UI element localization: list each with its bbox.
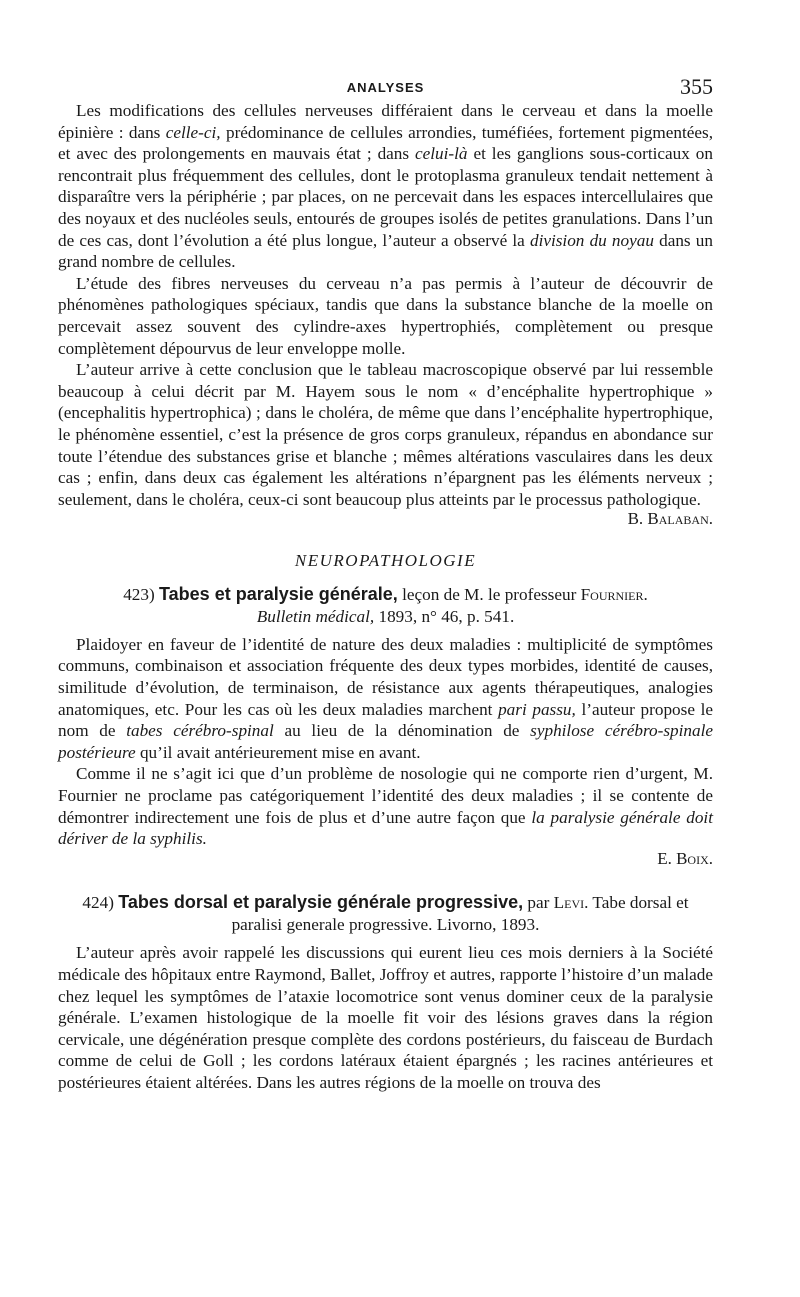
paragraph-cell-modifications: Les modifications des cellules nerveuses différaient dans le cerveau et dans la moelle épinière : dans celle-ci, prédominance de cellules arrondies, tuméfiées, fortement pigmentées, et avec des prolongements en mauvais état ; dans celui-là et les ganglions sous-corticaux on rencontrait plus fréquemment des cellules, dont le protoplasma granuleux tendait nettement à disparaître vers la périphérie ; par places, on ne percevait dans les espaces intercellulaires que des noyaux et des nucléoles seuls, entourés de groupes isolés de petites granulations. Dans l’un de ces cas, dont l’évolution a été plus longue, l’auteur a observé la division du noyau dans un grand nombre de cellules. bbox=[58, 101, 713, 272]
paragraph-nerve-fibres: L’étude des fibres nerveuses du cerveau n’a pas permis à l’auteur de découvrir de phénomènes pathologiques spéciaux, tandis que dans la substance blanche de la moelle on percevait assez souvent des cylindre-axes hypertrophiés, complètement ou presque complètement dépourvus de leur enveloppe molle. bbox=[58, 273, 713, 358]
article-424-author: Levi. bbox=[553, 893, 589, 913]
running-head bbox=[58, 72, 713, 100]
article-423-paragraph-1: Plaidoyer en faveur de l’identité de nature des deux maladies : multiplicité de symptômes communs, combinaison et association fréquente des deux types morbides, identité de causes, similitude d’évolution, de terminaison, de résistance aux agents thérapeutiques, analogies anatomiques, etc. Pour les cas où les deux maladies marchent pari passu, l’auteur propose le nom de tabes cérébro-spinal au lieu de la dénomination de syphilose cérébro-spinale postérieure qu’il avait antérieurement mise en avant. bbox=[58, 634, 714, 762]
article-423-paragraph-2: Comme il ne s’agit ici que d’un problème de nosologie qui ne comporte rien d’urgent, M. Fournier ne proclame pas catégoriquement l’identité des deux maladies ; il se contente de démontrer indirectement une fois de plus et d’une autre façon que la paralysie générale doit dériver de la syphilis. bbox=[58, 764, 713, 849]
page-number: 355 bbox=[680, 74, 713, 99]
article-424-citation: Tabe dorsal et paralisi generale progressive. Livorno, 1893. bbox=[231, 893, 689, 935]
article-424-title: Tabes dorsal et paralysie générale progressive, bbox=[118, 892, 524, 913]
signature-boix: E. Boix. bbox=[657, 848, 713, 868]
article-424-paragraph-1: L’auteur après avoir rappelé les discussions qui eurent lieu ces mois derniers à la Société médicale des hôpitaux entre Raymond, Ballet, Joffroy et autres, rapporte l’histoire d’un malade chez lequel les symptômes de l’ataxie locomotrice sont venus dominer ceux de la paralysie générale. L’examen histologique de la moelle fit voir des lésions graves dans la région cervicale, une dégénération presque complète des cordons postérieurs, du faisceau de Burdach comme de celui de Goll ; les cordons latéraux étaient épargnés ; les racines antérieures et postérieures étaient altérées. Dans les autres régions de la moelle on trouva des bbox=[58, 943, 713, 1092]
article-423-heading: 423) Tabes et paralysie générale, leçon de M. le professeur Fournier. Bulletin médical, 1893, n° 46, p. 541. bbox=[123, 583, 648, 626]
signature-balaban: B. Balaban. bbox=[627, 509, 713, 529]
page bbox=[58, 72, 713, 1094]
article-424-heading: 424) Tabes dorsal et paralysie générale progressive, par Levi. Tabe dorsal et paralisi generale progressive. Livorno, 1893. bbox=[82, 892, 689, 935]
article-423-journal: Bulletin médical, bbox=[256, 606, 375, 626]
article-423-number: 423) bbox=[123, 584, 155, 604]
article-424-number: 424) bbox=[82, 893, 114, 913]
section-title: NEUROPATHOLOGIE bbox=[294, 550, 477, 570]
article-423-author: Fournier. bbox=[580, 584, 648, 604]
article-423-title: Tabes et paralysie générale, bbox=[159, 583, 398, 604]
running-head-title: ANALYSES bbox=[346, 80, 425, 95]
paragraph-conclusion: L’auteur arrive à cette conclusion que le tableau macroscopique observé par lui ressemble beaucoup à celui décrit par M. Hayem sous le nom « d’encéphalite hypertrophique » (encephalitis hypertrophica) ; dans le choléra, de même que dans l’encéphalite hypertrophique, le phénomène essentiel, c’est la présence de gros corps granuleux, répandus en abondance sur toute l’étendue des substances grise et blanche ; mêmes altérations vasculaires dans les deux cas ; enfin, dans deux cas également les altérations n’épargnent pas les éléments nerveux ; seulement, dans le choléra, ceux-ci sont beaucoup plus atteints par le processus pathologique. bbox=[58, 360, 713, 509]
